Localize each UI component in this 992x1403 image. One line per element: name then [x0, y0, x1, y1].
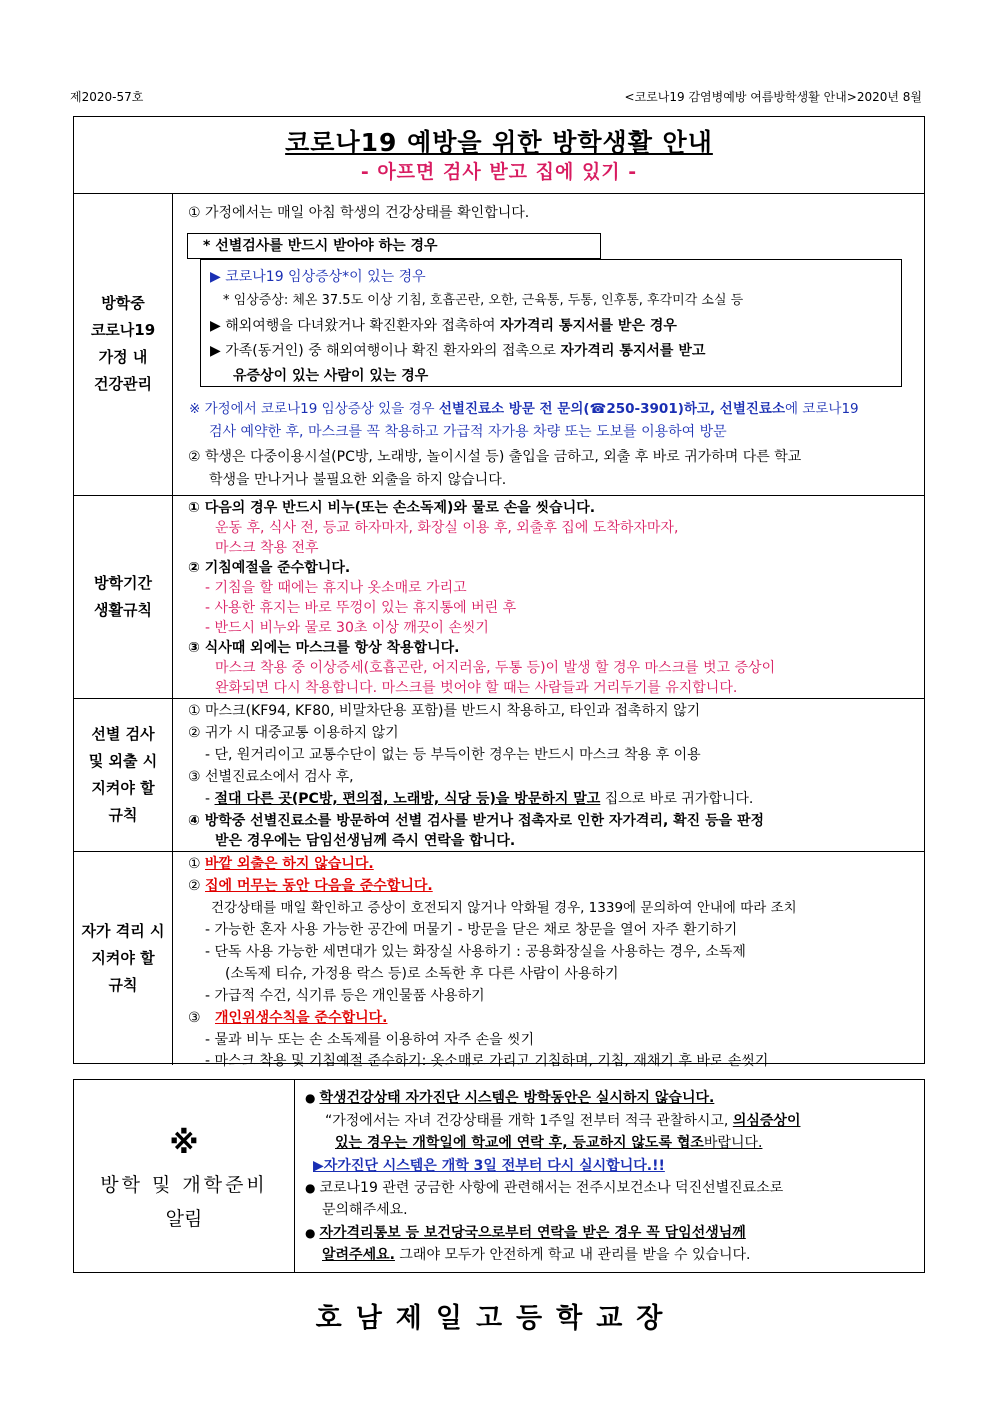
notice-content: [295, 1080, 924, 1272]
screening-item-2-text: ▶ 해외여행을 다녀왔거나 확진환자와 접촉하여: [210, 318, 500, 334]
section-label: [74, 496, 173, 698]
rule-2-detail-3: - 반드시 비누와 물로 30초 이상 깨끗이 손씻기: [205, 620, 489, 636]
notice-item-4-cont: [322, 1245, 751, 1265]
notice-item-1-detail: [325, 1111, 800, 1131]
num: ②: [188, 878, 206, 894]
dash: -: [205, 791, 215, 807]
notice-label-cell: [74, 1080, 295, 1272]
notice-item-4-bold: 알려주세요.: [322, 1247, 395, 1263]
section-label-text: 자가 격리 시 지켜야 할 규칙: [81, 922, 165, 994]
screening-item-2-bold: 자가격리 통지서를 받은 경우: [499, 318, 677, 334]
outing-rule-2-detail: - 단, 원거리이고 교통수단이 없는 등 부득이한 경우는 반드시 마스크 착용 후 이용: [205, 747, 701, 763]
quarantine-rule-3: [188, 1008, 388, 1028]
notice-a: ※ 가정에서 코로나19 임상증상 있을 경우: [189, 401, 439, 417]
section-home-health: [74, 193, 924, 496]
section-label: [74, 193, 173, 495]
quarantine-rule-2-c: - 단독 사용 가능한 세면대가 있는 화장실 사용하기 : 공용화장실을 사용하는 경우, 소독제: [205, 944, 746, 960]
notice-item-1: [305, 1088, 714, 1108]
section-vacation-rules: [74, 496, 924, 699]
section-label-text: 방학기간 생활규칙: [94, 574, 152, 619]
page-title: 코로나19 예방을 위한 방학생활 안내: [285, 128, 713, 157]
screening-item-2: [210, 316, 677, 336]
notice-item-4: [305, 1223, 746, 1243]
item-2-cont: 학생을 만나거나 불필요한 외출을 하지 않습니다.: [209, 472, 507, 488]
rule-1-detail-2: 마스크 착용 전후: [215, 540, 319, 556]
rule-3: ③ 식사때 외에는 마스크를 항상 착용합니다.: [188, 640, 460, 656]
screening-item-1-text: ▶ 코로나19 임상증상*이 있는 경우: [210, 269, 426, 285]
bullet-icon: ●: [305, 1091, 316, 1105]
rule-2-detail-1: - 기침을 할 때에는 휴지나 옷소매로 가리고: [205, 580, 467, 596]
section-body: [173, 699, 924, 851]
outing-rule-3-rest: 집으로 바로 귀가합니다.: [600, 791, 754, 807]
reference-mark: ※: [169, 1126, 199, 1161]
bullet-icon: ●: [305, 1181, 316, 1195]
title-area: [74, 117, 924, 194]
quarantine-rule-1-text: 바깥 외출은 하지 않습니다.: [205, 856, 374, 872]
outing-rule-4-cont: 받은 경우에는 담임선생님께 즉시 연락을 합니다.: [215, 833, 516, 849]
notice-item-3-text: 코로나19 관련 궁금한 사항에 관련해서는 전주시보건소나 덕진선별진료소로: [319, 1180, 784, 1196]
notice-table: [73, 1079, 925, 1273]
screening-item-1: [210, 267, 426, 287]
quarantine-rule-2: [188, 876, 433, 896]
notice-label-2: 알림: [165, 1208, 203, 1230]
document-number: 제2020-57호: [70, 90, 144, 104]
quarantine-rule-2-e: - 가급적 수건, 식기류 등은 개인물품 사용하기: [205, 988, 485, 1004]
item-1: ① 가정에서는 매일 아침 학생의 건강상태를 확인합니다.: [188, 205, 530, 221]
quarantine-rule-2-text: 집에 머무는 동안 다음을 준수합니다.: [205, 878, 433, 894]
rule-2-detail-2: - 사용한 휴지는 바로 뚜껑이 있는 휴지통에 버린 후: [205, 600, 517, 616]
notice-detail-b: 의심증상이: [732, 1113, 801, 1129]
section-label: [74, 852, 173, 1065]
notice-c: 에 코로나19: [785, 401, 859, 417]
notice-label-1: 방학 및 개학준비: [100, 1174, 268, 1196]
page-subtitle: - 아프면 검사 받고 집에 있기 -: [360, 161, 638, 183]
notice-line-2: 검사 예약한 후, 마스크를 꼭 착용하고 가급적 자가용 차량 또는 도보를 이용하여 방문: [209, 424, 727, 440]
section-body: [173, 193, 924, 495]
screening-title: * 선별검사를 반드시 받아야 하는 경우: [203, 238, 438, 254]
main-table: [73, 116, 925, 1069]
notice-item-1-text: 학생건강상태 자가진단 시스템은 방학동안은 실시하지 않습니다.: [319, 1090, 715, 1106]
notice-item-2: ▶자가진단 시스템은 개학 3일 전부터 다시 실시합니다.!!: [313, 1158, 665, 1174]
document-header-title: <코로나19 감염병예방 여름방학생활 안내>2020년 8월: [624, 90, 922, 104]
notice-item-4-text: 자가격리통보 등 보건당국으로부터 연락을 받은 경우 꼭 담임선생님께: [319, 1225, 746, 1241]
screening-item-3-bold: 자가격리 통지서를 받고: [560, 343, 706, 359]
section-outing-rules: [74, 699, 924, 852]
outing-rule-3-detail: [205, 789, 753, 809]
bullet-icon: ●: [305, 1226, 316, 1240]
notice-detail-a: “가정에서는 자녀 건강상태를 개학 1주일 전부터 적극 관찰하시고,: [325, 1113, 733, 1129]
screening-item-3: [210, 341, 705, 361]
symptom-note: * 임상증상: 체온 37.5도 이상 기침, 호흡곤란, 오한, 근육통, 두통, 인후통, 후각미각 소실 등: [223, 293, 744, 308]
rule-2: ② 기침예절을 준수합니다.: [188, 560, 351, 576]
item-2: ② 학생은 다중이용시설(PC방, 노래방, 놀이시설 등) 출입을 금하고, 외출 후 바로 귀가하며 다른 학교: [188, 449, 802, 465]
outing-rule-1: ① 마스크(KF94, KF80, 비말차단용 포함)를 반드시 착용하고, 타인과 접촉하지 않기: [188, 703, 701, 719]
outing-rule-3-bold: 절대 다른 곳(PC방, 편의점, 노래방, 식당 등)을 방문하지 말고: [214, 791, 601, 807]
outing-rule-3: ③ 선별진료소에서 검사 후,: [188, 769, 354, 785]
section-body: [173, 496, 924, 698]
quarantine-rule-1: [188, 854, 374, 874]
num: ①: [188, 856, 206, 872]
quarantine-rule-3-a: - 물과 비누 또는 손 소독제를 이용하여 자주 손을 씻기: [205, 1032, 535, 1048]
screening-item-3-cont: 유증상이 있는 사람이 있는 경우: [233, 368, 429, 384]
outing-rule-4: ④ 방학중 선별진료소를 방문하여 선별 검사를 받거나 접촉자로 인한 자가격리, 확진 등을 판정: [188, 813, 765, 829]
notice-item-4-rest: 그래야 모두가 안전하게 학교 내 관리를 받을 수 있습니다.: [394, 1247, 751, 1263]
school-principal-signature: 호남제일고등학교장: [315, 1303, 677, 1334]
rule-1-detail-1: 운동 후, 식사 전, 등교 하자마자, 화장실 이용 후, 외출후 집에 도착하자마자,: [215, 520, 679, 536]
rule-1: ① 다음의 경우 반드시 비누(또는 손소독제)와 물로 손을 씻습니다.: [188, 500, 596, 516]
notice-detail-c: 있는 경우는 개학일에 학교에 연락 후, 등교하지 않도록 협조: [335, 1135, 704, 1151]
section-label: [74, 699, 173, 851]
notice-item-3-cont: 문의해주세요.: [322, 1202, 408, 1218]
outing-rule-2: ② 귀가 시 대중교통 이용하지 않기: [188, 725, 399, 741]
section-body: [173, 852, 924, 1069]
quarantine-rule-2-d: (소독제 티슈, 가정용 락스 등)로 소독한 후 다른 사람이 사용하기: [225, 966, 619, 982]
section-label-text: 선별 검사 및 외출 시 지켜야 할 규칙: [88, 725, 158, 824]
notice-item-3: [305, 1178, 783, 1198]
notice-b: 선별진료소 방문 전 문의(☎250-3901)하고, 선별진료소: [438, 401, 785, 417]
notice-detail-d: 바랍니다.: [703, 1135, 763, 1151]
notice-item-1-detail-2: [335, 1133, 762, 1153]
quarantine-rule-3-b: - 마스크 착용 및 기침예절 준수하기: 옷소매로 가리고 기침하며, 기침, 재채기 후 바로 손씻기: [205, 1053, 769, 1069]
screening-item-3-text: ▶ 가족(동거인) 중 해외여행이나 확진 환자와의 접촉으로: [210, 343, 561, 359]
notice-line: [189, 399, 859, 419]
rule-3-detail-2: 완화되면 다시 착용합니다. 마스크를 벗어야 할 때는 사람들과 거리두기를 유지합니다.: [215, 680, 738, 696]
quarantine-rule-2-b: - 가능한 혼자 사용 가능한 공간에 머물기 - 방문을 닫은 채로 창문을 열어 자주 환기하기: [205, 922, 738, 938]
quarantine-rule-2-a: 건강상태를 매일 확인하고 증상이 호전되지 않거나 악화될 경우, 1339에 문의하여 안내에 따라 조치: [211, 900, 797, 916]
rule-3-detail-1: 마스크 착용 중 이상증세(호흡곤란, 어지러움, 두통 등)이 발생 할 경우 마스크를 벗고 증상이: [215, 660, 776, 676]
num: ③: [188, 1010, 206, 1026]
section-label-text: 방학중 코로나19 가정 내 건강관리: [90, 294, 156, 393]
section-quarantine-rules: [74, 852, 924, 1069]
quarantine-rule-3-text: 개인위생수칙을 준수합니다.: [215, 1010, 388, 1026]
